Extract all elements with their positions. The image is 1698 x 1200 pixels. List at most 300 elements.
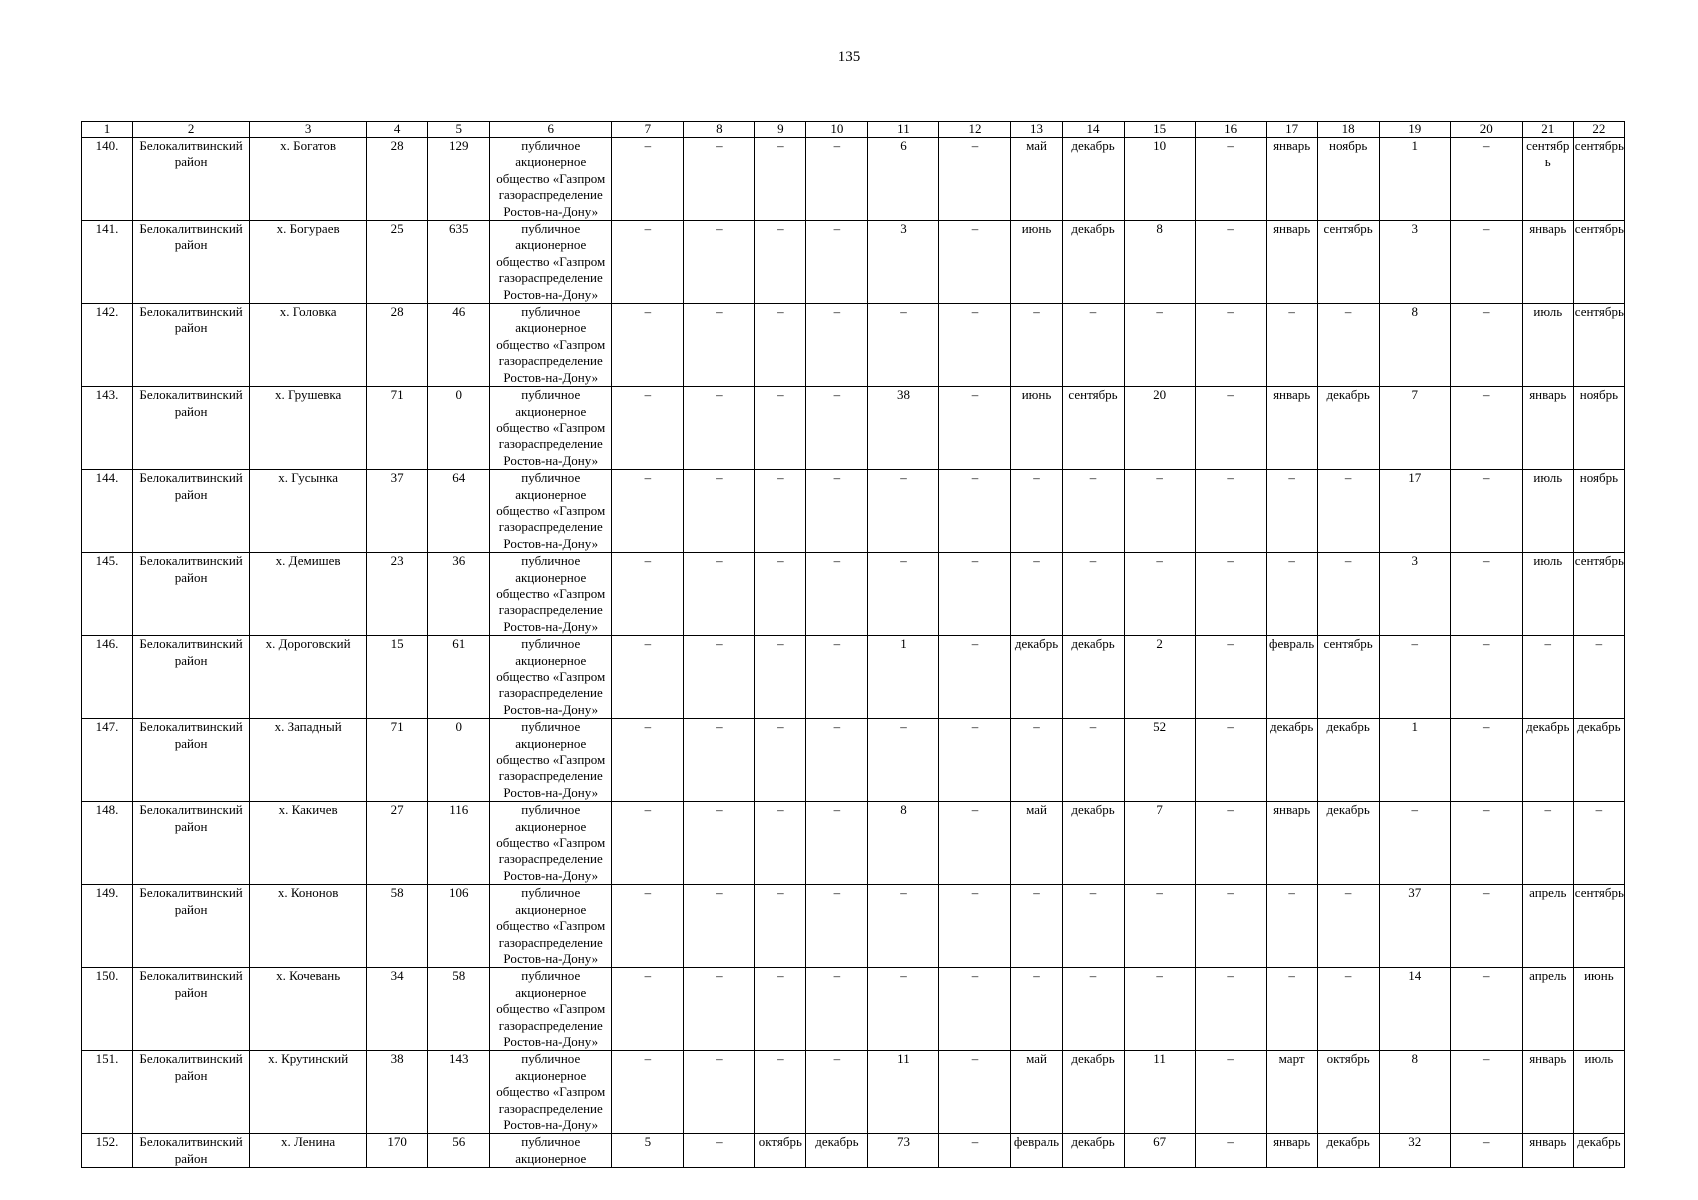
table-cell: х. Западный (250, 719, 367, 802)
table-cell: – (1450, 553, 1522, 636)
column-header: 19 (1379, 122, 1450, 138)
table-cell: Белокалитвинский район (133, 304, 250, 387)
table-cell: сентябрь (1317, 636, 1379, 719)
table-cell: – (755, 719, 806, 802)
table-cell: – (806, 138, 868, 221)
table-cell: ноябрь (1573, 387, 1624, 470)
table-cell: публичное акционерное общество «Газпром газораспределение Ростов-на-Дону» (490, 719, 612, 802)
table-cell: декабрь (1062, 1051, 1124, 1134)
table-cell: декабрь (1062, 802, 1124, 885)
table-cell: публичное акционерное общество «Газпром газораспределение Ростов-на-Дону» (490, 968, 612, 1051)
table-cell: Белокалитвинский район (133, 968, 250, 1051)
column-header: 14 (1062, 122, 1124, 138)
table-cell: 67 (1124, 1134, 1195, 1168)
table-cell: 11 (868, 1051, 939, 1134)
table-cell: публичное акционерное общество «Газпром газораспределение Ростов-на-Дону» (490, 1051, 612, 1134)
table-cell: – (1011, 968, 1062, 1051)
table-cell: 37 (367, 470, 428, 553)
table-cell: сентябрь (1317, 221, 1379, 304)
table-cell: – (939, 138, 1011, 221)
table-cell: – (755, 636, 806, 719)
table-cell: 58 (367, 885, 428, 968)
table-cell: – (939, 968, 1011, 1051)
table-cell: декабрь (1317, 802, 1379, 885)
table-row (82, 1134, 1625, 1168)
table-row (82, 719, 1625, 802)
row-number: 140. (82, 138, 133, 221)
table-cell: – (1450, 138, 1522, 221)
table-cell: – (1317, 553, 1379, 636)
table-cell: х. Кочевань (250, 968, 367, 1051)
table-cell: май (1011, 138, 1062, 221)
table-cell: Белокалитвинский район (133, 138, 250, 221)
table-cell: – (755, 1051, 806, 1134)
table-cell: – (1062, 553, 1124, 636)
table-row (82, 1051, 1625, 1134)
table-cell: 10 (1124, 138, 1195, 221)
table-cell: – (1450, 719, 1522, 802)
table-cell: 56 (428, 1134, 490, 1168)
row-number: 147. (82, 719, 133, 802)
row-number: 142. (82, 304, 133, 387)
table-cell: 23 (367, 553, 428, 636)
column-header: 8 (684, 122, 755, 138)
table-cell: – (612, 138, 684, 221)
table-cell: – (684, 387, 755, 470)
table-cell: х. Головка (250, 304, 367, 387)
table-cell: январь (1266, 138, 1317, 221)
table-cell: – (1266, 553, 1317, 636)
table-cell: – (755, 304, 806, 387)
row-number: 144. (82, 470, 133, 553)
table-cell: – (612, 802, 684, 885)
table-cell: 8 (1124, 221, 1195, 304)
table-cell: – (1124, 304, 1195, 387)
table-cell: – (755, 470, 806, 553)
table-cell: – (684, 636, 755, 719)
table-cell: – (1379, 802, 1450, 885)
table-cell: – (1011, 885, 1062, 968)
table-cell: – (755, 885, 806, 968)
table-cell: – (1266, 304, 1317, 387)
table-cell: – (1379, 636, 1450, 719)
table-cell: 27 (367, 802, 428, 885)
table-cell: х. Какичев (250, 802, 367, 885)
table-cell: – (684, 719, 755, 802)
table-cell: январь (1522, 1051, 1573, 1134)
table-row (82, 304, 1625, 387)
table-cell: март (1266, 1051, 1317, 1134)
table-cell: – (1011, 470, 1062, 553)
table-cell: – (1450, 802, 1522, 885)
table-cell: октябрь (755, 1134, 806, 1168)
table-cell: июнь (1011, 387, 1062, 470)
table-cell: – (868, 968, 939, 1051)
table-cell: – (1317, 470, 1379, 553)
table-cell: 28 (367, 138, 428, 221)
table-cell: февраль (1266, 636, 1317, 719)
table-cell: – (1195, 1051, 1266, 1134)
table-cell: Белокалитвинский район (133, 553, 250, 636)
table-cell: – (684, 1134, 755, 1168)
table-cell: – (1522, 636, 1573, 719)
table-cell: 1 (1379, 719, 1450, 802)
table-cell: – (1317, 304, 1379, 387)
table-cell: – (612, 221, 684, 304)
table-cell: 3 (1379, 221, 1450, 304)
table-cell: январь (1522, 1134, 1573, 1168)
table-cell: июль (1522, 304, 1573, 387)
table-cell: Белокалитвинский район (133, 1051, 250, 1134)
table-cell: 7 (1124, 802, 1195, 885)
data-table (81, 121, 1625, 1168)
table-cell: – (806, 968, 868, 1051)
table-cell: – (755, 968, 806, 1051)
table-cell: январь (1522, 387, 1573, 470)
table-cell: Белокалитвинский район (133, 885, 250, 968)
table-cell: – (684, 885, 755, 968)
table-cell: – (1195, 1134, 1266, 1168)
table-cell: – (1195, 304, 1266, 387)
table-cell: 143 (428, 1051, 490, 1134)
table-cell: – (939, 221, 1011, 304)
table-cell: – (939, 387, 1011, 470)
table-cell: 46 (428, 304, 490, 387)
table-cell: декабрь (1522, 719, 1573, 802)
column-header: 17 (1266, 122, 1317, 138)
table-cell: 8 (1379, 1051, 1450, 1134)
column-header: 16 (1195, 122, 1266, 138)
row-number: 143. (82, 387, 133, 470)
table-cell: январь (1266, 1134, 1317, 1168)
table-cell: – (1450, 1051, 1522, 1134)
table-cell: сентябрь (1573, 304, 1624, 387)
table-cell: – (806, 636, 868, 719)
table-cell: – (1062, 885, 1124, 968)
row-number: 148. (82, 802, 133, 885)
table-cell: – (1062, 470, 1124, 553)
table-cell: 61 (428, 636, 490, 719)
table-cell: – (939, 636, 1011, 719)
table-cell: 106 (428, 885, 490, 968)
table-cell: 36 (428, 553, 490, 636)
table-cell: 2 (1124, 636, 1195, 719)
table-cell: декабрь (806, 1134, 868, 1168)
table-cell: – (1195, 553, 1266, 636)
table-row (82, 138, 1625, 221)
column-header: 9 (755, 122, 806, 138)
column-header: 1 (82, 122, 133, 138)
table-cell: – (612, 304, 684, 387)
table-cell: – (684, 138, 755, 221)
table-cell: – (1195, 387, 1266, 470)
table-cell: – (939, 885, 1011, 968)
table-cell: 0 (428, 719, 490, 802)
table-cell: публичное акционерное общество «Газпром газораспределение Ростов-на-Дону» (490, 470, 612, 553)
table-cell: – (1450, 387, 1522, 470)
table-cell: 5 (612, 1134, 684, 1168)
table-row (82, 553, 1625, 636)
table-cell: – (1522, 802, 1573, 885)
table-cell: – (684, 1051, 755, 1134)
table-cell: январь (1266, 221, 1317, 304)
table-cell: – (612, 885, 684, 968)
table-cell: х. Крутинский (250, 1051, 367, 1134)
table-cell: – (1124, 470, 1195, 553)
table-cell: – (684, 304, 755, 387)
table-cell: – (755, 138, 806, 221)
table-cell: – (939, 802, 1011, 885)
table-cell: – (1195, 470, 1266, 553)
table-cell: май (1011, 802, 1062, 885)
table-cell: – (1450, 470, 1522, 553)
table-cell: – (1450, 304, 1522, 387)
column-header: 20 (1450, 122, 1522, 138)
column-header: 5 (428, 122, 490, 138)
table-cell: – (1450, 885, 1522, 968)
table-cell: – (755, 553, 806, 636)
column-header: 6 (490, 122, 612, 138)
table-cell: 37 (1379, 885, 1450, 968)
row-number: 152. (82, 1134, 133, 1168)
table-cell: – (806, 221, 868, 304)
table-cell: сентябрь (1573, 221, 1624, 304)
table-cell: – (612, 968, 684, 1051)
column-header: 12 (939, 122, 1011, 138)
table-cell: ноябрь (1573, 470, 1624, 553)
table-cell: декабрь (1062, 221, 1124, 304)
table-cell: 0 (428, 387, 490, 470)
table-cell: Белокалитвинский район (133, 470, 250, 553)
table-cell: сентябрь (1573, 138, 1624, 221)
table-cell: – (1195, 138, 1266, 221)
table-cell: 3 (868, 221, 939, 304)
table-cell: 8 (868, 802, 939, 885)
table-cell: публичное акционерное общество «Газпром газораспределение Ростов-на-Дону» (490, 221, 612, 304)
table-cell: – (1266, 470, 1317, 553)
table-cell: публичное акционерное (490, 1134, 612, 1168)
table-cell: – (868, 553, 939, 636)
table-row (82, 470, 1625, 553)
table-cell: Белокалитвинский район (133, 636, 250, 719)
table-cell: 58 (428, 968, 490, 1051)
table-cell: публичное акционерное общество «Газпром газораспределение Ростов-на-Дону» (490, 387, 612, 470)
table-cell: 7 (1379, 387, 1450, 470)
table-cell: – (684, 968, 755, 1051)
table-cell: Белокалитвинский район (133, 802, 250, 885)
table-cell: 71 (367, 387, 428, 470)
table-cell: – (1062, 968, 1124, 1051)
column-header: 7 (612, 122, 684, 138)
table-cell: ноябрь (1317, 138, 1379, 221)
table-cell: январь (1522, 221, 1573, 304)
table-cell: – (1450, 968, 1522, 1051)
column-header: 2 (133, 122, 250, 138)
column-header: 4 (367, 122, 428, 138)
table-cell: 3 (1379, 553, 1450, 636)
table-cell: 73 (868, 1134, 939, 1168)
table-cell: – (1124, 885, 1195, 968)
table-cell: 1 (1379, 138, 1450, 221)
row-number: 145. (82, 553, 133, 636)
table-cell: – (1011, 553, 1062, 636)
table-cell: – (939, 719, 1011, 802)
table-cell: 11 (1124, 1051, 1195, 1134)
table-cell: 17 (1379, 470, 1450, 553)
table-cell: – (1011, 719, 1062, 802)
table-cell: декабрь (1317, 719, 1379, 802)
table-cell: х. Богатов (250, 138, 367, 221)
table-cell: – (806, 470, 868, 553)
table-cell: – (1450, 1134, 1522, 1168)
table-cell: – (1062, 719, 1124, 802)
table-cell: – (1062, 304, 1124, 387)
table-cell: сентябрь (1062, 387, 1124, 470)
table-cell: – (684, 470, 755, 553)
table-cell: – (1195, 636, 1266, 719)
table-cell: х. Гусынка (250, 470, 367, 553)
table-cell: июль (1522, 470, 1573, 553)
table-cell: – (612, 1051, 684, 1134)
row-number: 151. (82, 1051, 133, 1134)
table-cell: х. Грушевка (250, 387, 367, 470)
table-cell: 14 (1379, 968, 1450, 1051)
table-cell: январь (1266, 802, 1317, 885)
table-cell: х. Демишев (250, 553, 367, 636)
table-cell: – (1450, 636, 1522, 719)
table-cell: декабрь (1317, 1134, 1379, 1168)
table-cell: – (806, 719, 868, 802)
table-cell: декабрь (1573, 719, 1624, 802)
table-cell: январь (1266, 387, 1317, 470)
table-cell: сентябрь (1522, 138, 1573, 221)
table-cell: – (755, 387, 806, 470)
table-cell: – (1317, 885, 1379, 968)
table-cell: – (1124, 968, 1195, 1051)
table-cell: – (1573, 802, 1624, 885)
row-number: 146. (82, 636, 133, 719)
table-cell: – (612, 553, 684, 636)
table-cell: декабрь (1573, 1134, 1624, 1168)
table-cell: х. Дороговский (250, 636, 367, 719)
table-cell: апрель (1522, 885, 1573, 968)
table-cell: – (806, 802, 868, 885)
table-cell: – (612, 387, 684, 470)
table-cell: май (1011, 1051, 1062, 1134)
table-cell: февраль (1011, 1134, 1062, 1168)
table-cell: октябрь (1317, 1051, 1379, 1134)
column-header: 15 (1124, 122, 1195, 138)
table-cell: – (939, 1051, 1011, 1134)
table-cell: 15 (367, 636, 428, 719)
table-cell: сентябрь (1573, 553, 1624, 636)
table-cell: – (868, 719, 939, 802)
table-cell: 64 (428, 470, 490, 553)
table-cell: публичное акционерное общество «Газпром газораспределение Ростов-на-Дону» (490, 138, 612, 221)
table-cell: сентябрь (1573, 885, 1624, 968)
table-cell: Белокалитвинский район (133, 719, 250, 802)
table-cell: – (806, 387, 868, 470)
table-cell: – (939, 470, 1011, 553)
row-number: 150. (82, 968, 133, 1051)
table-cell: 52 (1124, 719, 1195, 802)
table-cell: 32 (1379, 1134, 1450, 1168)
row-number: 149. (82, 885, 133, 968)
table-cell: – (1317, 968, 1379, 1051)
table-cell: Белокалитвинский район (133, 1134, 250, 1168)
table-cell: – (806, 885, 868, 968)
table-cell: 38 (868, 387, 939, 470)
table-cell: Белокалитвинский район (133, 221, 250, 304)
table-cell: 28 (367, 304, 428, 387)
table-cell: 38 (367, 1051, 428, 1134)
table-cell: – (1195, 719, 1266, 802)
column-header: 22 (1573, 122, 1624, 138)
table-cell: – (868, 885, 939, 968)
table-cell: – (1011, 304, 1062, 387)
table-cell: публичное акционерное общество «Газпром газораспределение Ростов-на-Дону» (490, 553, 612, 636)
table-cell: – (1195, 968, 1266, 1051)
table-cell: – (684, 221, 755, 304)
table-cell: 635 (428, 221, 490, 304)
table-cell: июль (1573, 1051, 1624, 1134)
table-cell: – (939, 1134, 1011, 1168)
column-header: 18 (1317, 122, 1379, 138)
table-cell: – (755, 221, 806, 304)
table-cell: публичное акционерное общество «Газпром газораспределение Ростов-на-Дону» (490, 304, 612, 387)
table-cell: 34 (367, 968, 428, 1051)
table-row (82, 802, 1625, 885)
table-cell: – (868, 470, 939, 553)
table-cell: декабрь (1062, 138, 1124, 221)
column-header: 13 (1011, 122, 1062, 138)
table-cell: 116 (428, 802, 490, 885)
table-cell: – (939, 553, 1011, 636)
table-row (82, 885, 1625, 968)
page-number: 135 (837, 49, 861, 65)
table-cell: – (1195, 221, 1266, 304)
table-cell: – (1195, 802, 1266, 885)
table-cell: июнь (1011, 221, 1062, 304)
table-cell: – (684, 553, 755, 636)
table-row (82, 636, 1625, 719)
table-cell: декабрь (1062, 636, 1124, 719)
table-cell: – (755, 802, 806, 885)
row-number: 141. (82, 221, 133, 304)
header-row (82, 122, 1625, 138)
table-cell: – (1450, 221, 1522, 304)
table-cell: публичное акционерное общество «Газпром газораспределение Ростов-на-Дону» (490, 885, 612, 968)
table-cell: публичное акционерное общество «Газпром газораспределение Ростов-на-Дону» (490, 802, 612, 885)
table-cell: х. Ленина (250, 1134, 367, 1168)
table-cell: – (939, 304, 1011, 387)
column-header: 10 (806, 122, 868, 138)
table-cell: 8 (1379, 304, 1450, 387)
table-cell: 6 (868, 138, 939, 221)
table-body (82, 138, 1625, 1168)
table-cell: – (612, 719, 684, 802)
table-cell: х. Кононов (250, 885, 367, 968)
table-cell: декабрь (1317, 387, 1379, 470)
table-cell: х. Богураев (250, 221, 367, 304)
table-cell: – (1124, 553, 1195, 636)
table-cell: – (806, 1051, 868, 1134)
table-cell: 1 (868, 636, 939, 719)
table-cell: публичное акционерное общество «Газпром газораспределение Ростов-на-Дону» (490, 636, 612, 719)
table-cell: июнь (1573, 968, 1624, 1051)
table-cell: 71 (367, 719, 428, 802)
column-header: 21 (1522, 122, 1573, 138)
